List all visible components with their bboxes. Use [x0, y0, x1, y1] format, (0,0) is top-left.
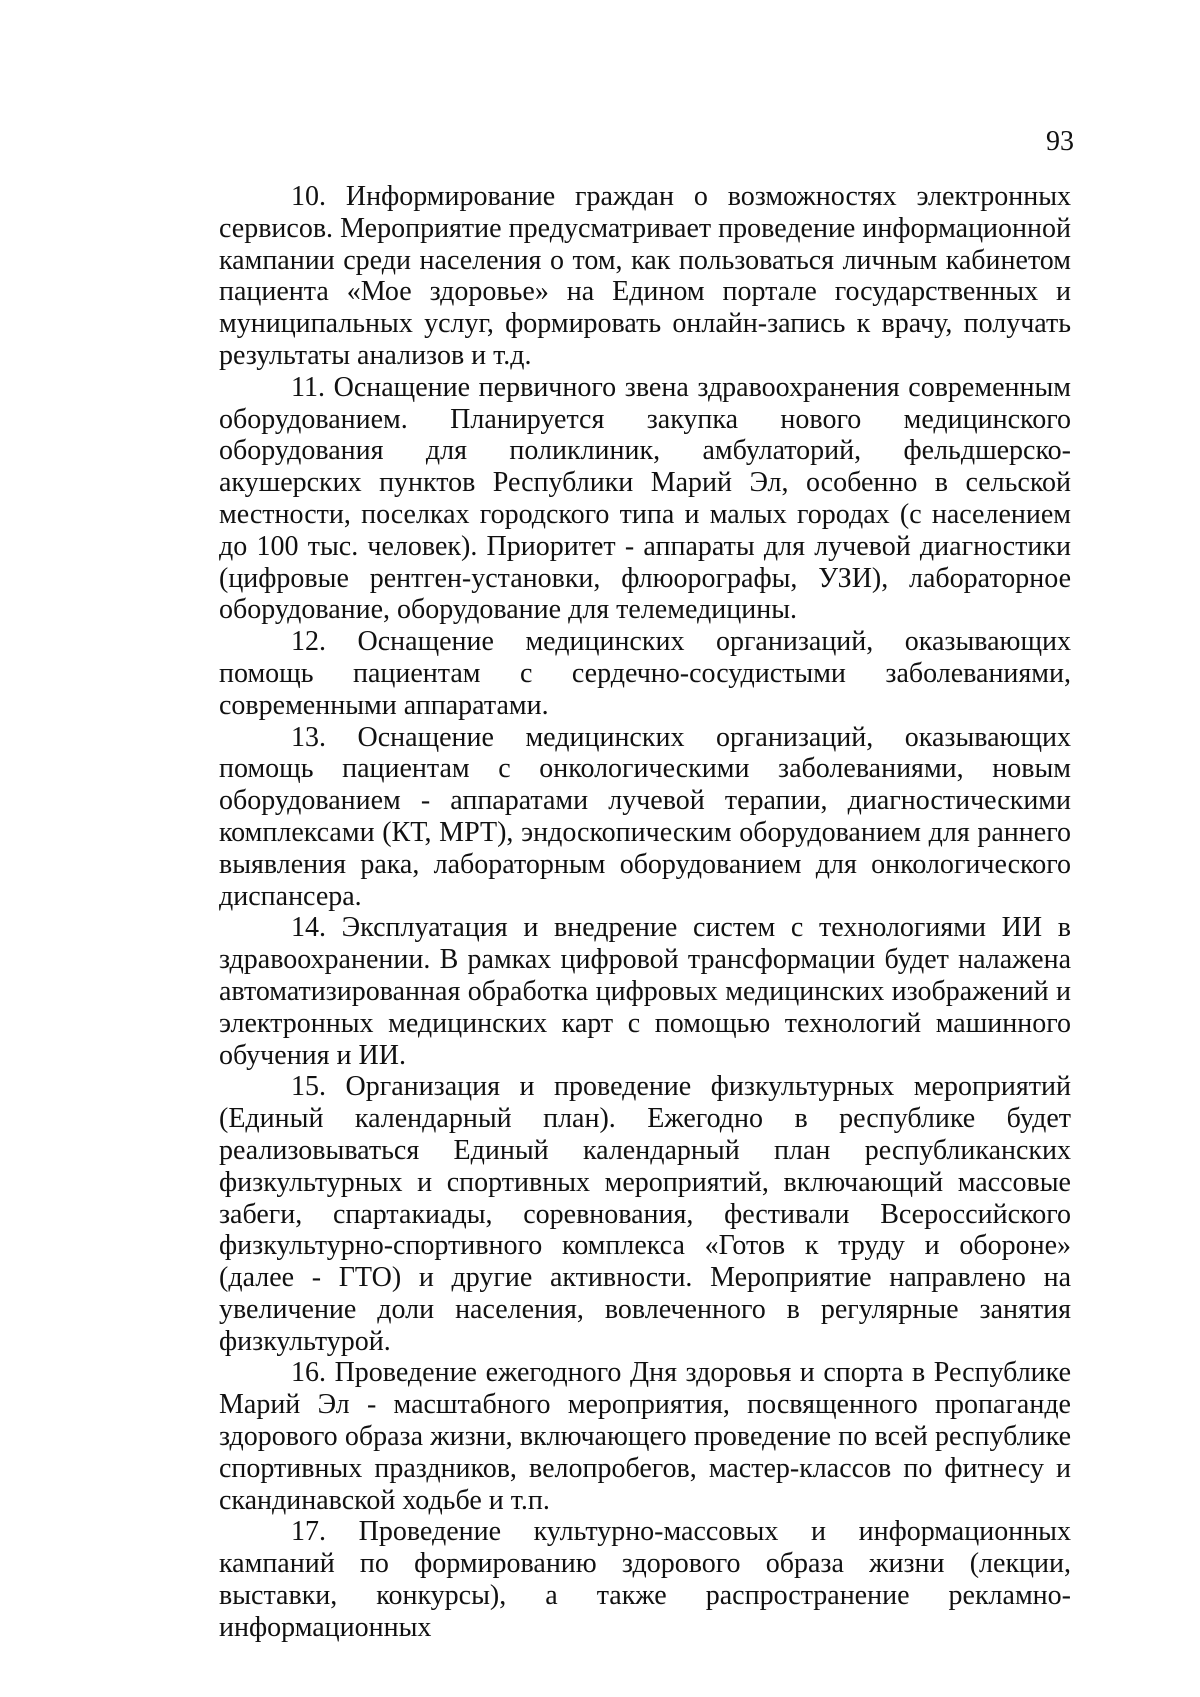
paragraph-17: 17. Проведение культурно-массовых и информационных кампаний по формированию здорового образа жизни (лекции, выставки, конкурсы), а также распространение рекламно-информационных	[219, 1516, 1071, 1643]
paragraph-16: 16. Проведение ежегодного Дня здоровья и спорта в Республике Марий Эл - масштабного мероприятия, посвященного пропаганде здорового образа жизни, включающего проведение по всей республике спортивных праздников, велопробегов, мастер-классов по фитнесу и скандинавской ходьбе и т.п.	[219, 1357, 1071, 1516]
paragraph-14: 14. Эксплуатация и внедрение систем с технологиями ИИ в здравоохранении. В рамках цифровой трансформации будет налажена автоматизированная обработка цифровых медицинских изображений и электронных медицинских карт с помощью технологий машинного обучения и ИИ.	[219, 912, 1071, 1071]
paragraph-15: 15. Организация и проведение физкультурных мероприятий (Единый календарный план). Ежегодно в республике будет реализовываться Единый календарный план республиканских физкультурных и спортивных мероприятий, включающий массовые забеги, спартакиады, соревнования, фестивали Всероссийского физкультурно-спортивного комплекса «Готов к труду и обороне» (далее - ГТО) и другие активности. Мероприятие направлено на увеличение доли населения, вовлеченного в регулярные занятия физкультурой.	[219, 1071, 1071, 1357]
page-number: 93	[1046, 126, 1074, 157]
paragraph-13: 13. Оснащение медицинских организаций, оказывающих помощь пациентам с онкологическими заболеваниями, новым оборудованием - аппаратами лучевой терапии, диагностическими комплексами (КТ, МРТ), эндоскопическим оборудованием для раннего выявления рака, лабораторным оборудованием для онкологического диспансера.	[219, 721, 1071, 912]
paragraph-11: 11. Оснащение первичного звена здравоохранения современным оборудованием. Планируется закупка нового медицинского оборудования для поликлиник, амбулаторий, фельдшерско-акушерских пунктов Республики Марий Эл, особенно в сельской местности, поселках городского типа и малых городах (с населением до 100 тыс. человек). Приоритет - аппараты для лучевой диагностики (цифровые рентген-установки, флюорографы, УЗИ), лабораторное оборудование, оборудование для телемедицины.	[219, 371, 1071, 626]
document-body	[219, 181, 1071, 1644]
paragraph-10: 10. Информирование граждан о возможностях электронных сервисов. Мероприятие предусматривает проведение информационной кампании среди населения о том, как пользоваться личным кабинетом пациента «Мое здоровье» на Едином портале государственных и муниципальных услуг, формировать онлайн-запись к врачу, получать результаты анализов и т.д.	[219, 181, 1071, 371]
paragraph-12: 12. Оснащение медицинских организаций, оказывающих помощь пациентам с сердечно-сосудистыми заболеваниями, современными аппаратами.	[219, 626, 1071, 721]
